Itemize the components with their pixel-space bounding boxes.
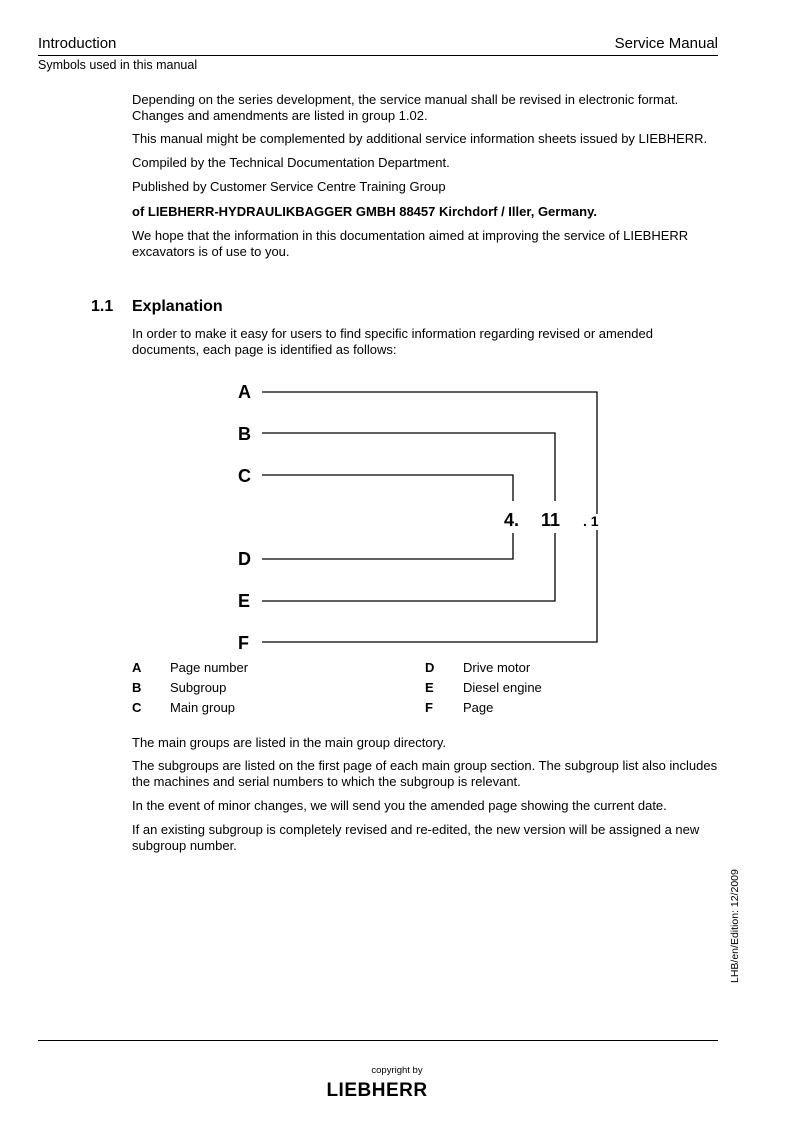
diagram-letter-d: D: [238, 549, 251, 569]
header-document-title: Service Manual: [614, 35, 718, 52]
intro-paragraph-revisions: Depending on the series development, the service manual shall be revised in electronic format. Changes and amendments are listed in group 1.02.: [132, 92, 679, 123]
legend-value: Page number: [170, 660, 249, 675]
header-section-title: Introduction: [38, 35, 117, 52]
closing-paragraph-main-groups: The main groups are listed in the main group directory.: [132, 735, 447, 750]
intro-paragraph-complements: This manual might be complemented by additional service information sheets issued by LIEBHERR.: [132, 131, 708, 146]
header-subtitle: Symbols used in this manual: [38, 58, 198, 72]
leader-line-d: [262, 533, 513, 559]
legend-key: D: [425, 660, 435, 675]
legend-value: Drive motor: [463, 660, 531, 675]
legend-key: B: [132, 680, 142, 695]
legend-key: F: [425, 700, 433, 715]
diagram-letter-c: C: [238, 466, 251, 486]
leader-line-f: [262, 530, 597, 642]
legend-key: E: [425, 680, 434, 695]
legend-key: A: [132, 660, 142, 675]
diagram-letter-e: E: [238, 591, 251, 611]
legend-key: C: [132, 700, 142, 715]
edition-note: LHB/en/Edition: 12/2009: [729, 869, 741, 983]
intro-paragraph-compiled: Compiled by the Technical Documentation Department.: [132, 155, 450, 170]
closing-paragraph-subgroups: The subgroups are listed on the first page of each main group section. The subgroup list also includes the machines and serial numbers to which the subgroup is relevant.: [132, 758, 718, 789]
logo-text: LIEBHERR: [326, 1080, 428, 1100]
leader-line-e: [262, 533, 555, 601]
intro-paragraph-company: of LIEBHERR-HYDRAULIKBAGGER GMBH 88457 Kirchdorf / Iller, Germany.: [132, 204, 597, 219]
diagram-letter-b: B: [238, 424, 251, 444]
leader-line-c: [262, 475, 513, 501]
legend-value: Page: [463, 700, 494, 715]
closing-paragraph-minor-changes: In the event of minor changes, we will send you the amended page showing the current date.: [132, 798, 667, 813]
copyright-text: copyright by: [371, 1065, 423, 1076]
legend-value: Subgroup: [170, 680, 227, 695]
diagram-code-page: . 1: [583, 513, 599, 529]
legend-value: Diesel engine: [463, 680, 542, 695]
section-title: Explanation: [132, 298, 223, 315]
liebherr-logo: [315, 1078, 439, 1100]
leader-line-b: [262, 433, 555, 501]
diagram-code-subgroup: 11: [541, 510, 561, 530]
diagram-code-main-group: 4.: [504, 510, 520, 530]
intro-paragraph-hope: We hope that the information in this documentation aimed at improving the service of LIEBHERR excavators is of use to you.: [132, 228, 689, 259]
section-number: 1.1: [91, 298, 114, 315]
section-intro-paragraph: In order to make it easy for users to find specific information regarding revised or amended documents, each page is identified as follows:: [132, 326, 653, 357]
legend-value: Main group: [170, 700, 236, 715]
diagram-letter-f: F: [238, 633, 249, 653]
closing-paragraph-revised: If an existing subgroup is completely revised and re-edited, the new version will be assigned a new subgroup number.: [132, 822, 700, 853]
diagram-letter-a: A: [238, 382, 251, 402]
intro-paragraph-published: Published by Customer Service Centre Training Group: [132, 179, 446, 194]
leader-line-a: [262, 392, 597, 514]
footer-divider: [38, 1040, 718, 1041]
